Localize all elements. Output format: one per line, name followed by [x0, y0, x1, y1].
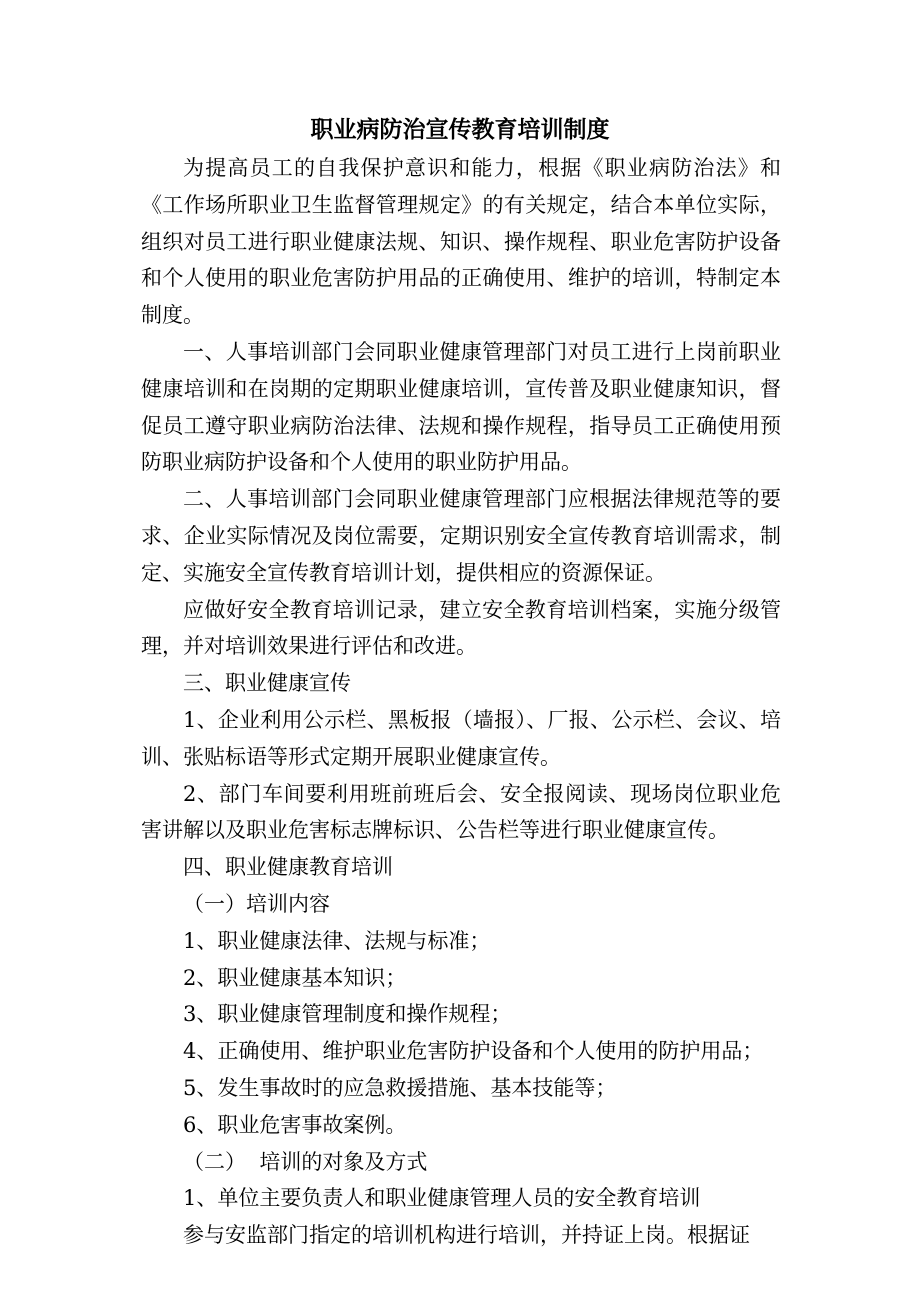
publicity-item-1: 1、企业利用公示栏、黑板报（墙报）、厂报、公示栏、会议、培训、张贴标语等形式定期开展职业健康宣传。 — [141, 707, 781, 769]
content-item-4: 4、正确使用、维护职业危害防护设备和个人使用的防护用品； — [183, 1039, 764, 1064]
content-item-1: 1、职业健康法律、法规与标准； — [183, 928, 491, 953]
section-one-paragraph: 一、人事培训部门会同职业健康管理部门对员工进行上岗前职业健康培训和在岗期的定期职业健康培训，宣传普及职业健康知识，督促员工遵守职业病防治法律、法规和操作规程，指导员工正确使用预防职业病防护设备和个人使用的职业防护用品。 — [141, 339, 781, 475]
content-item-3: 3、职业健康管理制度和操作规程； — [183, 1002, 512, 1027]
section-two-paragraph: 二、人事培训部门会同职业健康管理部门应根据法律规范等的要求、企业实际情况及岗位需要，定期识别安全宣传教育培训需求，制定、实施安全宣传教育培训计划，提供相应的资源保证。 — [141, 487, 781, 585]
content-item-6: 6、职业危害事故案例。 — [183, 1112, 407, 1137]
document-title: 职业病防治宣传教育培训制度 — [310, 117, 610, 143]
records-paragraph: 应做好安全教育培训记录，建立安全教育培训档案，实施分级管理，并对培训效果进行评估和改进。 — [141, 597, 781, 659]
publicity-item-2: 2、部门车间要利用班前班后会、安全报阅读、现场岗位职业危害讲解以及职业危害标志牌标识、公告栏等进行职业健康宣传。 — [141, 781, 781, 843]
content-item-5: 5、发生事故时的应急救援措施、基本技能等； — [183, 1075, 617, 1100]
document-body — [141, 150, 781, 1254]
subsection-content-heading: （一）培训内容 — [183, 891, 330, 916]
intro-paragraph: 为提高员工的自我保护意识和能力，根据《职业病防治法》和《工作场所职业卫生监督管理规定》的有关规定，结合本单位实际，组织对员工进行职业健康法规、知识、操作规程、职业危害防护设备和个人使用的职业危害防护用品的正确使用、维护的培训，特制定本制度。 — [141, 156, 781, 328]
targets-item-1: 1、单位主要负责人和职业健康管理人员的安全教育培训 — [183, 1186, 701, 1211]
subsection-targets-heading: （二） 培训的对象及方式 — [183, 1149, 428, 1174]
section-four-heading: 四、职业健康教育培训 — [183, 855, 393, 880]
section-three-heading: 三、职业健康宣传 — [183, 671, 351, 696]
content-item-2: 2、职业健康基本知识； — [183, 965, 407, 990]
targets-item-1-detail: 参与安监部门指定的培训机构进行培训，并持证上岗。根据证 — [183, 1223, 750, 1248]
